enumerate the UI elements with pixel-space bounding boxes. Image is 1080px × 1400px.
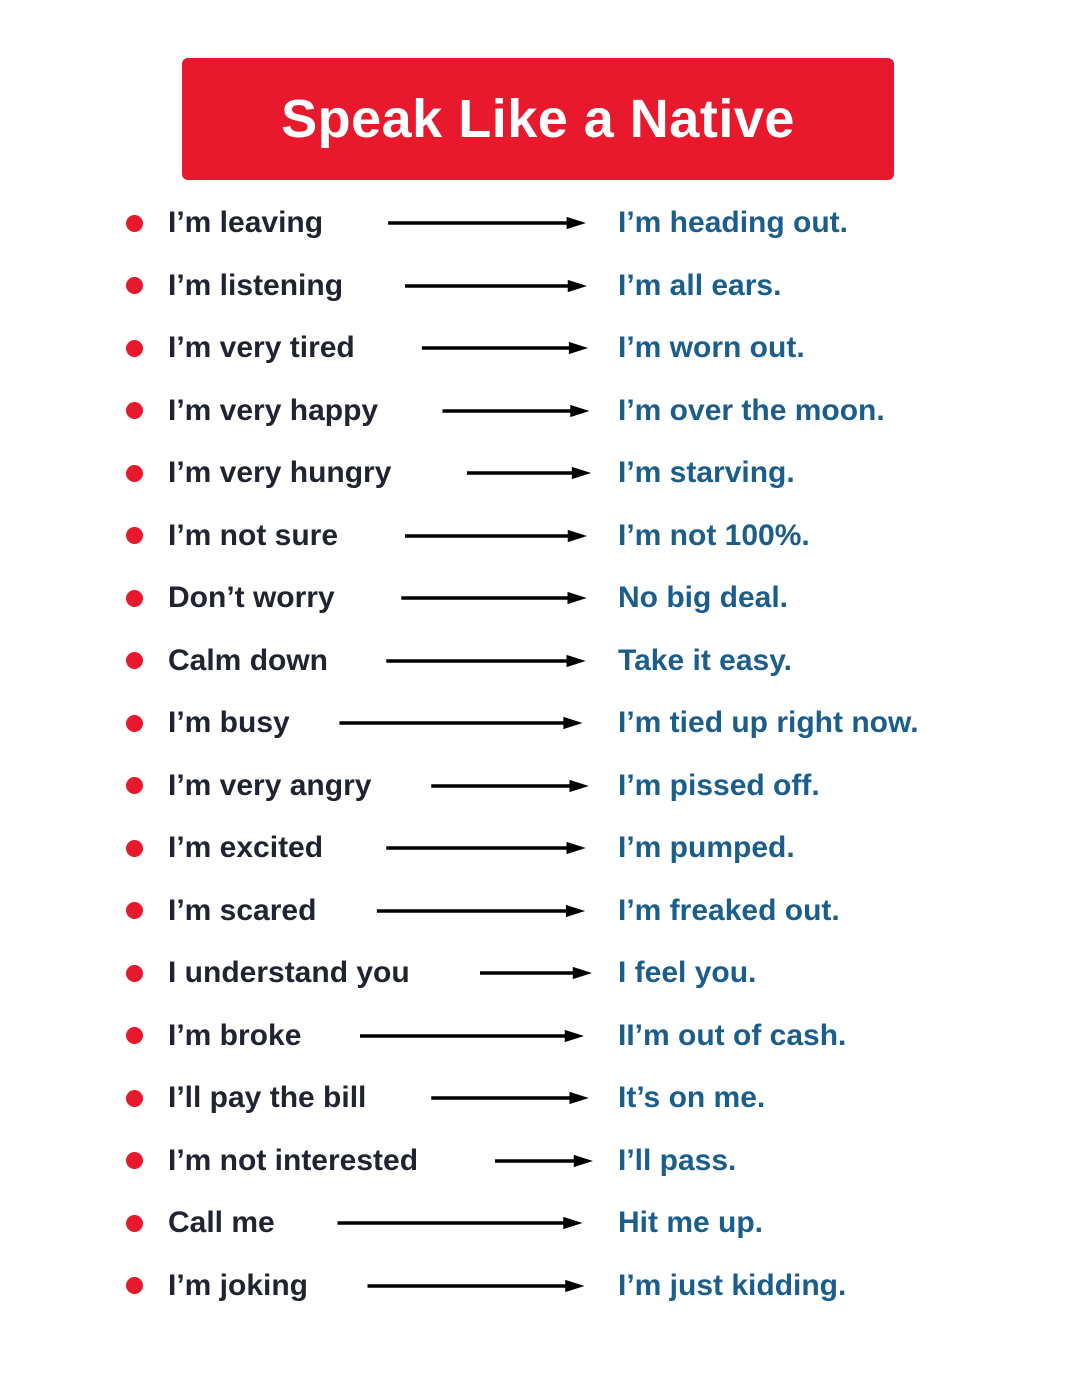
phrase-row — [0, 1192, 1080, 1255]
arrow-icon — [344, 1029, 600, 1043]
phrase-basic: I’m not interested — [168, 1143, 419, 1177]
phrase-basic: Call me — [168, 1206, 275, 1240]
bullet-icon — [126, 1090, 143, 1107]
bullet-icon — [126, 902, 143, 919]
phrase-native: I’m just kidding. — [618, 1268, 847, 1302]
arrow-icon — [420, 779, 600, 793]
arrow-icon — [488, 1154, 600, 1168]
phrase-row — [0, 317, 1080, 380]
bullet-icon — [126, 1277, 143, 1294]
phrase-basic: Don’t worry — [168, 581, 335, 615]
bullet-icon — [126, 715, 143, 732]
phrase-row — [0, 630, 1080, 693]
phrase-basic: I’m not sure — [168, 518, 339, 552]
bullet-icon — [126, 590, 143, 607]
phrase-native: I’m all ears. — [618, 268, 782, 302]
arrow-icon — [458, 466, 600, 480]
phrase-basic: I’ll pay the bill — [168, 1081, 367, 1115]
phrase-basic: I’m very happy — [168, 393, 379, 427]
phrase-row — [0, 1130, 1080, 1193]
phrase-native: Hit me up. — [618, 1206, 764, 1240]
phrase-row — [0, 192, 1080, 255]
phrase-basic: I’m scared — [168, 893, 317, 927]
phrase-native: I’m freaked out. — [618, 893, 840, 927]
phrase-basic: I’m very tired — [168, 331, 355, 365]
phrase-basic: I’m very angry — [168, 768, 372, 802]
bullet-icon — [126, 402, 143, 419]
arrow-icon — [322, 716, 600, 730]
phrase-row — [0, 567, 1080, 630]
phrase-basic: I’m joking — [168, 1268, 309, 1302]
phrase-native: I feel you. — [618, 956, 757, 990]
phrase-row — [0, 1005, 1080, 1068]
phrase-row — [0, 505, 1080, 568]
phrase-native: I’m heading out. — [618, 206, 848, 240]
page-title: Speak Like a Native — [281, 89, 795, 149]
phrase-native: II’m out of cash. — [618, 1018, 847, 1052]
phrase-basic: I’m leaving — [168, 206, 324, 240]
arrow-icon — [372, 654, 600, 668]
phrase-native: I’m tied up right now. — [618, 706, 919, 740]
arrow-icon — [420, 1091, 600, 1105]
phrase-native: I’m worn out. — [618, 331, 805, 365]
bullet-icon — [126, 465, 143, 482]
phrase-row — [0, 380, 1080, 443]
phrase-basic: I’m broke — [168, 1018, 302, 1052]
phrase-row — [0, 255, 1080, 318]
bullet-icon — [126, 1027, 143, 1044]
phrase-row — [0, 1067, 1080, 1130]
phrase-row — [0, 442, 1080, 505]
arrow-icon — [392, 279, 600, 293]
arrow-icon — [374, 216, 600, 230]
arrow-icon — [432, 404, 600, 418]
arrow-icon — [352, 1279, 600, 1293]
phrase-basic: Calm down — [168, 643, 329, 677]
arrow-icon — [320, 1216, 600, 1230]
bullet-icon — [126, 215, 143, 232]
phrase-native: I’m starving. — [618, 456, 795, 490]
bullet-icon — [126, 777, 143, 794]
bullet-icon — [126, 1215, 143, 1232]
phrase-basic: I’m busy — [168, 706, 290, 740]
phrase-row — [0, 817, 1080, 880]
phrase-native: I’ll pass. — [618, 1143, 737, 1177]
arrow-icon — [392, 529, 600, 543]
arrow-icon — [362, 904, 600, 918]
arrow-icon — [372, 841, 600, 855]
bullet-icon — [126, 340, 143, 357]
phrase-native: I’m over the moon. — [618, 393, 885, 427]
bullet-icon — [126, 840, 143, 857]
phrase-basic: I’m listening — [168, 268, 344, 302]
phrase-native: I’m pumped. — [618, 831, 795, 865]
bullet-icon — [126, 652, 143, 669]
bullet-icon — [126, 965, 143, 982]
phrase-list — [0, 192, 1080, 1317]
phrase-row — [0, 880, 1080, 943]
phrase-native: Take it easy. — [618, 643, 792, 677]
arrow-icon — [472, 966, 600, 980]
phrase-native: No big deal. — [618, 581, 789, 615]
phrase-row — [0, 692, 1080, 755]
bullet-icon — [126, 1152, 143, 1169]
title-banner — [182, 58, 894, 180]
phrase-row — [0, 1255, 1080, 1318]
phrase-row — [0, 942, 1080, 1005]
arrow-icon — [410, 341, 600, 355]
phrase-native: I’m not 100%. — [618, 518, 810, 552]
phrase-row — [0, 755, 1080, 818]
phrase-native: It’s on me. — [618, 1081, 766, 1115]
phrase-basic: I’m excited — [168, 831, 324, 865]
bullet-icon — [126, 277, 143, 294]
bullet-icon — [126, 527, 143, 544]
phrase-basic: I understand you — [168, 956, 410, 990]
arrow-icon — [388, 591, 600, 605]
phrase-basic: I’m very hungry — [168, 456, 392, 490]
phrase-native: I’m pissed off. — [618, 768, 820, 802]
